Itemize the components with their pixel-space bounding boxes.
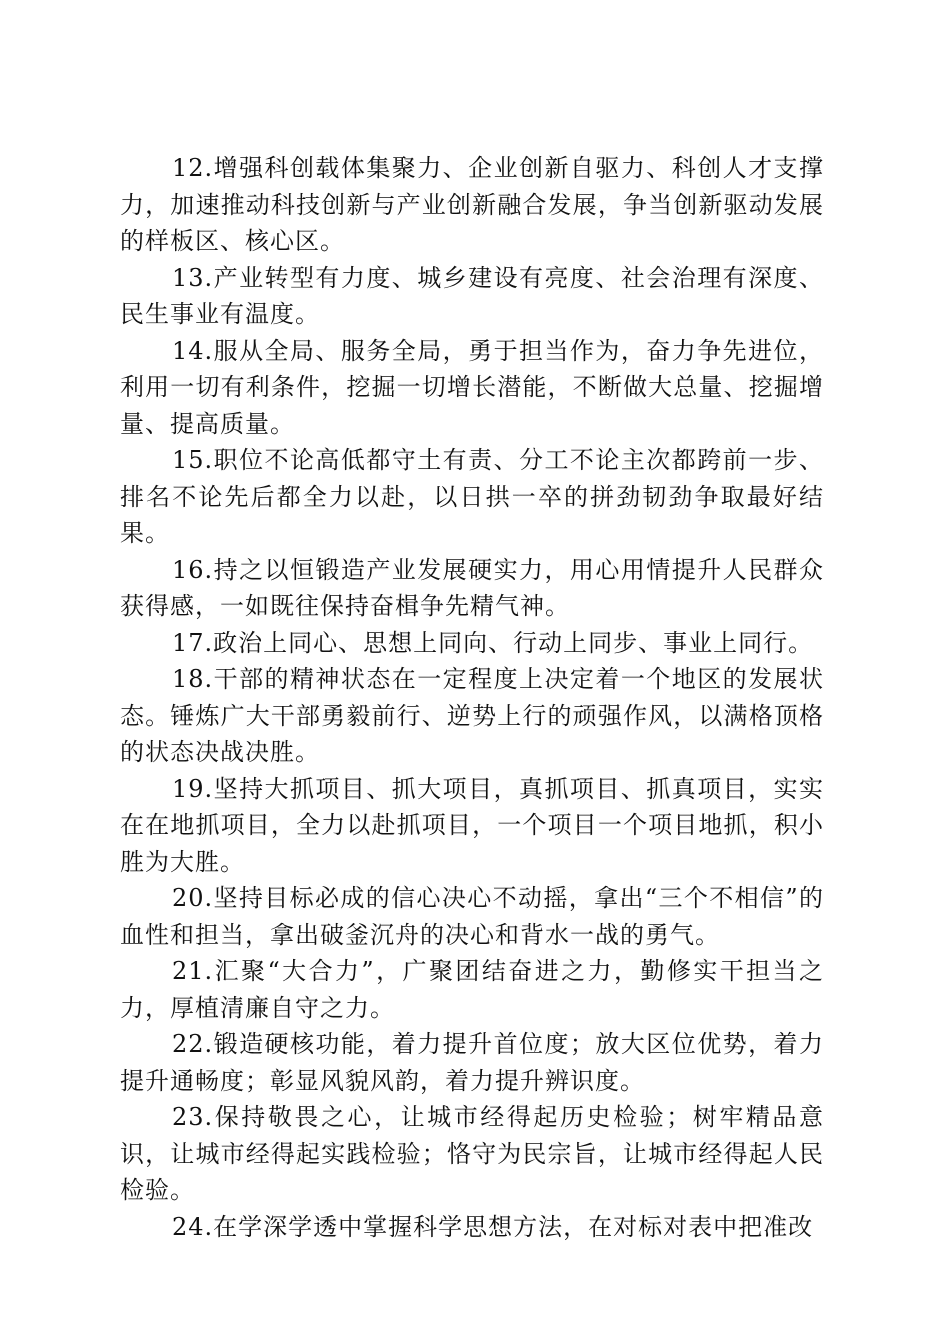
document-body xyxy=(120,150,824,1245)
paragraph-13: 13.产业转型有力度、城乡建设有亮度、社会治理有深度、民生事业有温度。 xyxy=(120,263,824,328)
paragraph-23: 23.保持敬畏之心，让城市经得起历史检验；树牢精品意识，让城市经得起实践检验；恪守为民宗旨，让城市经得起人民检验。 xyxy=(120,1103,824,1204)
paragraph-22: 22.锻造硬核功能，着力提升首位度；放大区位优势，着力提升通畅度；彰显风貌风韵，着力提升辨识度。 xyxy=(120,1030,824,1095)
paragraph-20: 20.坚持目标必成的信心决心不动摇，拿出“三个不相信”的血性和担当，拿出破釜沉舟的决心和背水一战的勇气。 xyxy=(120,884,824,949)
paragraph-17: 17.政治上同心、思想上同向、行动上同步、事业上同行。 xyxy=(172,628,814,657)
paragraph-12: 12.增强科创载体集聚力、企业创新自驱力、科创人才支撑力，加速推动科技创新与产业创新融合发展，争当创新驱动发展的样板区、核心区。 xyxy=(120,154,824,255)
paragraph-18: 18.干部的精神状态在一定程度上决定着一个地区的发展状态。锤炼广大干部勇毅前行、逆势上行的顽强作风，以满格顶格的状态决战决胜。 xyxy=(120,665,824,766)
paragraph-14: 14.服从全局、服务全局，勇于担当作为，奋力争先进位，利用一切有利条件，挖掘一切增长潜能，不断做大总量、挖掘增量、提高质量。 xyxy=(120,336,824,438)
paragraph-16: 16.持之以恒锻造产业发展硬实力，用心用情提升人民群众获得感，一如既往保持奋楫争先精气神。 xyxy=(120,555,824,620)
paragraph-21: 21.汇聚“大合力”，广聚团结奋进之力，勤修实干担当之力，厚植清廉自守之力。 xyxy=(120,957,824,1022)
paragraph-19: 19.坚持大抓项目、抓大项目，真抓项目、抓真项目，实实在在地抓项目，全力以赴抓项目，一个项目一个项目地抓，积小胜为大胜。 xyxy=(120,774,824,876)
paragraph-24: 24.在学深学透中掌握科学思想方法，在对标对表中把准改 xyxy=(172,1212,814,1241)
paragraph-15: 15.职位不论高低都守土有责、分工不论主次都跨前一步、排名不论先后都全力以赴，以日拱一卒的拼劲韧劲争取最好结果。 xyxy=(120,446,824,547)
